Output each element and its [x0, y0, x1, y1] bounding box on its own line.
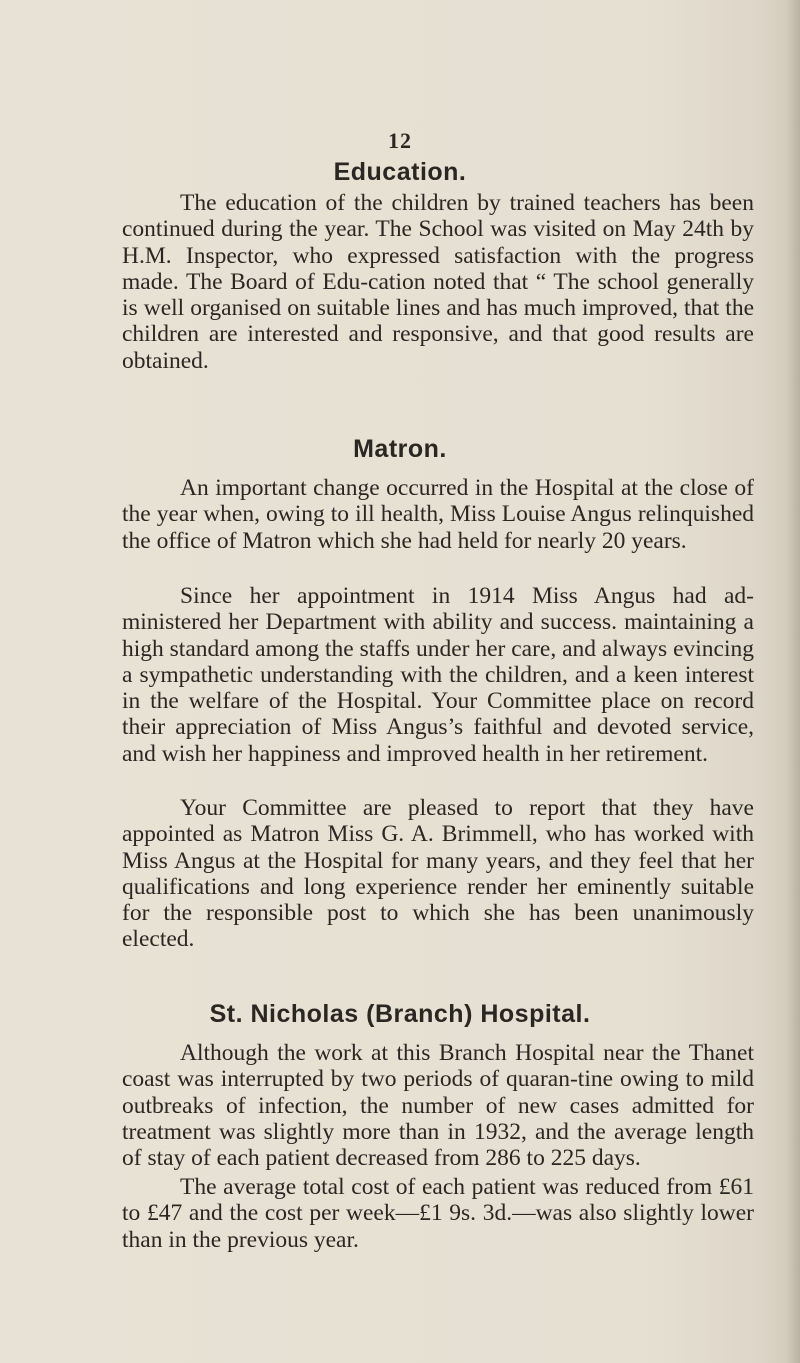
heading-st-nicholas: St. Nicholas (Branch) Hospital. — [209, 1000, 591, 1028]
paragraph-matron-3: Your Committee are pleased to report that they have appointed as Matron Miss G. A. Brimmell, who has worked with Miss Angus at the Hospital for many years, and they feel that her qualifications and long experience render her eminently suitable for the responsible post to which she has been unanimously elected. — [122, 795, 754, 953]
paragraph-st-nicholas-2: The average total cost of each patient was reduced from £61 to £47 and the cost per week—£1 9s. 3d.—was also slightly lower than in the previous year. — [122, 1174, 754, 1253]
heading-matron: Matron. — [353, 435, 447, 463]
paragraph-matron-2: Since her appointment in 1914 Miss Angus had ad-ministered her Department with ability and success. maintaining a high standard among the staffs under her care, and always evincing a sympathetic understanding with the children, and a keen interest in the welfare of the Hospital. Your Committee place on record their appreciation of Miss Angus’s faithful and devoted service, and wish her happiness and improved health in her retirement. — [122, 583, 754, 767]
scan-edge-shadow — [786, 0, 800, 1363]
page-number: 12 — [388, 128, 412, 153]
paragraph-matron-1: An important change occurred in the Hospital at the close of the year when, owing to ill health, Miss Louise Angus relinquished the office of Matron which she had held for nearly 20 years. — [122, 475, 754, 554]
paragraph-education-1: The education of the children by trained teachers has been continued during the year. The School was visited on May 24th by H.M. Inspector, who expressed satisfaction with the progress made. The Board of Edu-cation noted that “ The school generally is well organised on suitable lines and has much improved, that the children are interested and responsive, and that good results are obtained. — [122, 190, 754, 374]
paragraph-st-nicholas-1: Although the work at this Branch Hospital near the Thanet coast was interrupted by two periods of quaran-tine owing to mild outbreaks of infection, the number of new cases admitted for treatment was slightly more than in 1932, and the average length of stay of each patient decreased from 286 to 225 days. — [122, 1040, 754, 1172]
heading-education: Education. — [333, 158, 467, 186]
